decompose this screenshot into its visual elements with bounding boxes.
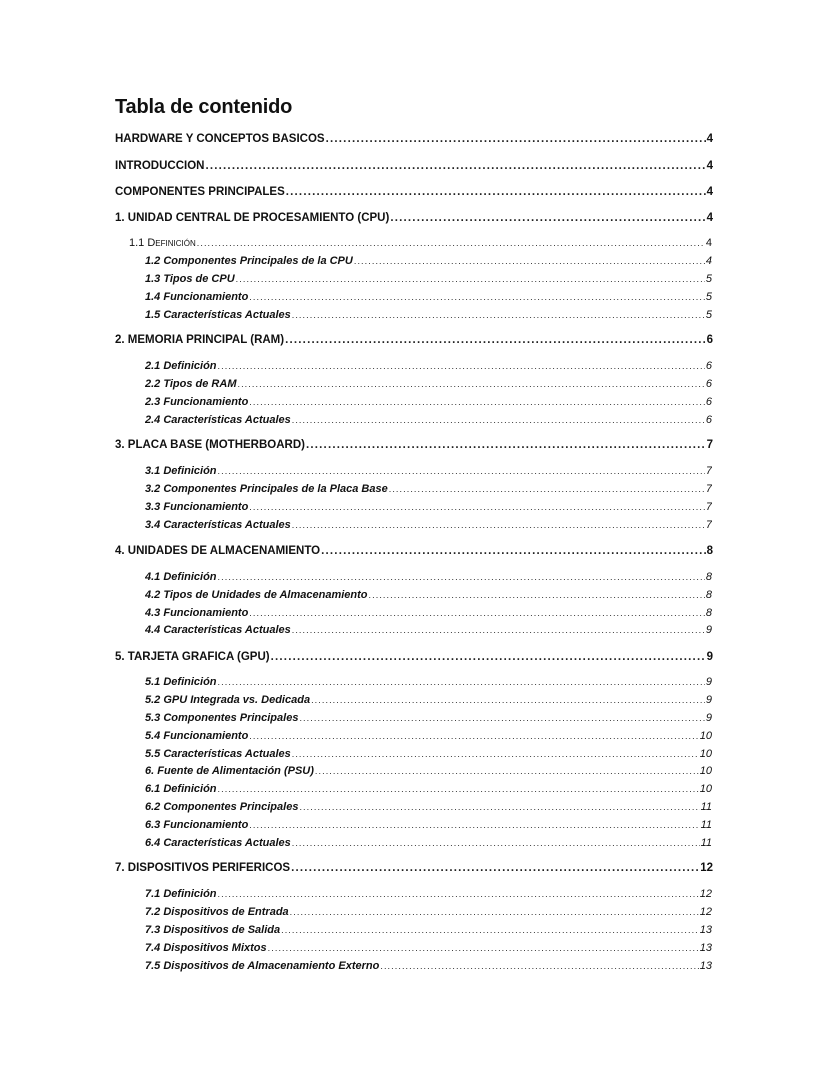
toc-entry-almacenamiento[interactable] xyxy=(115,545,713,561)
toc-entry-ram[interactable] xyxy=(115,334,713,350)
toc-page-number: 6 xyxy=(706,334,713,346)
dot-leader xyxy=(285,334,706,346)
toc-page-number: 6 xyxy=(705,360,712,372)
toc-page-number: 13 xyxy=(699,960,712,972)
toc-entry-label: 2. MEMORIA PRINCIPAL (RAM) xyxy=(115,334,285,346)
toc-page-number: 11 xyxy=(700,837,712,849)
toc-entry-5-3[interactable] xyxy=(145,712,712,727)
toc-page-number: 8 xyxy=(705,571,712,583)
toc-entry-label: 7.1 Definición xyxy=(145,888,217,900)
dot-leader xyxy=(311,695,705,705)
toc-page-number: 4 xyxy=(706,186,713,198)
toc-page-number: 6 xyxy=(705,378,712,390)
toc-page-number: 9 xyxy=(705,712,712,724)
dot-leader xyxy=(315,766,699,776)
toc-entry-1-1[interactable] xyxy=(129,237,712,252)
toc-entry-2-2[interactable] xyxy=(145,378,712,393)
toc-entry-label: 4.2 Tipos de Unidades de Almacenamiento xyxy=(145,589,368,601)
toc-page-number: 5 xyxy=(705,309,712,321)
dot-leader xyxy=(292,749,699,759)
dot-leader xyxy=(249,397,705,407)
dot-leader xyxy=(218,677,705,687)
toc-page-number: 6 xyxy=(705,396,712,408)
dot-leader xyxy=(299,802,699,812)
toc-entry-cpu[interactable] xyxy=(115,212,713,228)
dot-leader xyxy=(291,862,699,874)
toc-page-number: 9 xyxy=(705,624,712,636)
toc-entry-label: 3.1 Definición xyxy=(145,465,217,477)
dot-leader xyxy=(205,160,705,172)
dot-leader xyxy=(369,590,705,600)
toc-entry-label: 4. UNIDADES DE ALMACENAMIENTO xyxy=(115,545,321,557)
dot-leader xyxy=(299,713,704,723)
toc-page-number: 10 xyxy=(699,783,712,795)
toc-entry-4-3[interactable] xyxy=(145,607,712,622)
dot-leader xyxy=(292,625,705,635)
toc-page-number: 11 xyxy=(700,801,712,813)
toc-entry-label: 5.4 Funcionamiento xyxy=(145,730,249,742)
toc-entry-2-4[interactable] xyxy=(145,414,712,429)
toc-entry-label: 4.4 Características Actuales xyxy=(145,624,291,636)
toc-entry-5-1[interactable] xyxy=(145,676,712,691)
dot-leader xyxy=(306,439,706,451)
toc-entry-7-2[interactable] xyxy=(145,906,712,921)
toc-page-number: 8 xyxy=(705,607,712,619)
toc-entry-1-3[interactable] xyxy=(145,273,712,288)
toc-page-number: 9 xyxy=(705,676,712,688)
toc-page-number: 7 xyxy=(705,501,712,513)
toc-entry-label: 1.5 Características Actuales xyxy=(145,309,291,321)
toc-entry-label: 2.3 Funcionamiento xyxy=(145,396,249,408)
toc-entry-label: 7.3 Dispositivos de Salida xyxy=(145,924,281,936)
dot-leader xyxy=(292,838,700,848)
toc-entry-label: 7. DISPOSITIVOS PERIFÉRICOS xyxy=(115,862,291,874)
toc-entry-label: 1.3 Tipos de CPU xyxy=(145,273,235,285)
toc-entry-6-1[interactable] xyxy=(145,783,712,798)
toc-page-number: 7 xyxy=(705,519,712,531)
toc-page-number: 7 xyxy=(706,439,713,451)
toc-entry-label: 3.4 Características Actuales xyxy=(145,519,291,531)
toc-page-number: 10 xyxy=(699,765,712,777)
dot-leader xyxy=(268,943,699,953)
dot-leader xyxy=(281,925,699,935)
toc-page-number: 4 xyxy=(706,160,713,172)
toc-page-number: 10 xyxy=(699,748,712,760)
toc-entry-hardware[interactable] xyxy=(115,133,713,149)
dot-leader xyxy=(249,608,705,618)
dot-leader xyxy=(321,545,705,557)
toc-entry-1-4[interactable] xyxy=(145,291,712,306)
dot-leader xyxy=(292,520,705,530)
toc-entry-label: 3.2 Componentes Principales de la Placa Base xyxy=(145,483,388,495)
toc-entry-3-3[interactable] xyxy=(145,501,712,516)
toc-entry-label: INTRODUCCION xyxy=(115,160,205,172)
dot-leader xyxy=(218,784,699,794)
dot-leader xyxy=(249,502,705,512)
toc-page-number: 12 xyxy=(700,862,713,874)
toc-entry-motherboard[interactable] xyxy=(115,439,713,455)
toc-page-number: 9 xyxy=(706,651,713,663)
toc-page-number: 6 xyxy=(705,414,712,426)
toc-page-number: 13 xyxy=(699,942,712,954)
toc-entry-label: 4.3 Funcionamiento xyxy=(145,607,249,619)
dot-leader xyxy=(354,256,705,266)
toc-page-number: 12 xyxy=(699,888,712,900)
toc-page-number: 12 xyxy=(699,906,712,918)
toc-entry-perifericos[interactable] xyxy=(115,862,713,878)
dot-leader xyxy=(286,186,706,198)
toc-entry-label: 2.4 Características Actuales xyxy=(145,414,291,426)
toc-entry-label: 3. PLACA BASE (MOTHERBOARD) xyxy=(115,439,305,451)
dot-leader xyxy=(326,133,706,145)
toc-entry-6-2[interactable] xyxy=(145,801,712,816)
toc-entry-introduccion[interactable] xyxy=(115,160,713,176)
toc-entry-label: 7.2 Dispositivos de Entrada xyxy=(145,906,289,918)
toc-page-number: 11 xyxy=(700,819,712,831)
toc-entry-7-5[interactable] xyxy=(145,960,712,975)
toc-entry-1-2[interactable] xyxy=(145,255,712,270)
toc-entry-label: 5.2 GPU Integrada vs. Dedicada xyxy=(145,694,311,706)
dot-leader xyxy=(249,292,705,302)
toc-entry-3-4[interactable] xyxy=(145,519,712,534)
toc-entry-componentes[interactable] xyxy=(115,186,713,202)
toc-entry-label: COMPONENTES PRINCIPALES xyxy=(115,186,285,198)
dot-leader xyxy=(218,889,699,899)
toc-entry-3-1[interactable] xyxy=(145,465,712,480)
toc-entry-label: 1. UNIDAD CENTRAL DE PROCESAMIENTO (CPU) xyxy=(115,212,390,224)
toc-entry-label: 7.5 Dispositivos de Almacenamiento Externo xyxy=(145,960,380,972)
dot-leader xyxy=(292,415,705,425)
toc-entry-4-1[interactable] xyxy=(145,571,712,586)
toc-entry-label: 6.2 Componentes Principales xyxy=(145,801,299,813)
toc-entry-label: 5.3 Componentes Principales xyxy=(145,712,299,724)
toc-page-number: 4 xyxy=(705,237,712,249)
toc-page-number: 5 xyxy=(705,291,712,303)
toc-entry-4-2[interactable] xyxy=(145,589,712,604)
dot-leader xyxy=(389,484,705,494)
toc-entry-label: 4.1 Definición xyxy=(145,571,217,583)
toc-entry-label: HARDWARE Y CONCEPTOS BÁSICOS xyxy=(115,133,325,145)
toc-entry-label: 6.3 Funcionamiento xyxy=(145,819,249,831)
toc-entry-label: 1.1 Definición xyxy=(129,237,196,249)
toc-entry-7-4[interactable] xyxy=(145,942,712,957)
toc-page-number: 7 xyxy=(705,465,712,477)
toc-page-number: 9 xyxy=(705,694,712,706)
toc-page-number: 10 xyxy=(699,730,712,742)
toc-entry-6[interactable] xyxy=(145,765,712,780)
toc-entry-5-5[interactable] xyxy=(145,748,712,763)
toc-page-number: 5 xyxy=(705,273,712,285)
toc-page-number: 7 xyxy=(705,483,712,495)
dot-leader xyxy=(292,310,705,320)
toc-entry-4-4[interactable] xyxy=(145,624,712,639)
toc-entry-6-3[interactable] xyxy=(145,819,712,834)
toc-entry-5-4[interactable] xyxy=(145,730,712,745)
dot-leader xyxy=(236,274,705,284)
toc-entry-6-4[interactable] xyxy=(145,837,712,852)
toc-page-number: 13 xyxy=(699,924,712,936)
toc-entry-label: 5. TARJETA GRÁFICA (GPU) xyxy=(115,651,270,663)
dot-leader xyxy=(290,907,699,917)
toc-entry-7-1[interactable] xyxy=(145,888,712,903)
toc-entry-2-1[interactable] xyxy=(145,360,712,375)
dot-leader xyxy=(380,961,698,971)
toc-entry-2-3[interactable] xyxy=(145,396,712,411)
dot-leader xyxy=(390,212,705,224)
toc-page-number: 4 xyxy=(705,255,712,267)
toc-page-number: 8 xyxy=(706,545,713,557)
toc-entry-label: 6. Fuente de Alimentación (PSU) xyxy=(145,765,314,777)
toc-entry-1-5[interactable] xyxy=(145,309,712,324)
toc-entry-label: 7.4 Dispositivos Mixtos xyxy=(145,942,267,954)
toc-entry-5-2[interactable] xyxy=(145,694,712,709)
dot-leader xyxy=(197,238,705,248)
toc-page-number: 8 xyxy=(705,589,712,601)
toc-entry-label: 5.5 Características Actuales xyxy=(145,748,291,760)
toc-entry-label: 6.1 Definición xyxy=(145,783,217,795)
dot-leader xyxy=(237,379,704,389)
toc-entry-label: 1.2 Componentes Principales de la CPU xyxy=(145,255,353,267)
dot-leader xyxy=(218,572,705,582)
dot-leader xyxy=(271,651,706,663)
dot-leader xyxy=(218,361,705,371)
toc-entry-label: 5.1 Definición xyxy=(145,676,217,688)
dot-leader xyxy=(249,820,699,830)
toc-title: Tabla de contenido xyxy=(115,96,293,118)
toc-entry-3-2[interactable] xyxy=(145,483,712,498)
toc-entry-label: 6.4 Características Actuales xyxy=(145,837,291,849)
toc-entry-label: 1.4 Funcionamiento xyxy=(145,291,249,303)
toc-entry-7-3[interactable] xyxy=(145,924,712,939)
toc-entry-label: 2.1 Definición xyxy=(145,360,217,372)
toc-entry-gpu[interactable] xyxy=(115,651,713,667)
toc-entry-label: 3.3 Funcionamiento xyxy=(145,501,249,513)
toc-page-number: 4 xyxy=(706,133,713,145)
toc-page-number: 4 xyxy=(706,212,713,224)
dot-leader xyxy=(249,731,698,741)
toc-entry-label: 2.2 Tipos de RAM xyxy=(145,378,237,390)
dot-leader xyxy=(218,466,705,476)
